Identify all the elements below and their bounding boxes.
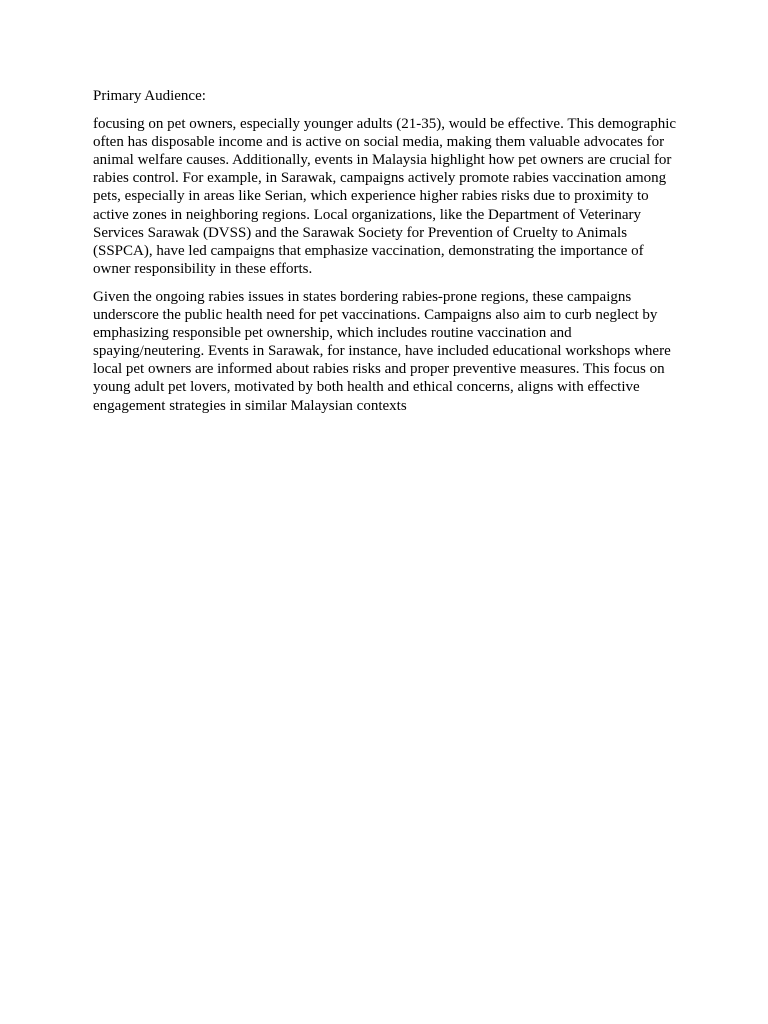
paragraph-2: Given the ongoing rabies issues in states bordering rabies-prone regions, these campaigns underscore the public health need for pet vaccinations. Campaigns also aim to curb neglect by emphasizing responsible pet ownership, which includes routine vaccination and spaying/neutering. Events in Sarawak, for instance, have included educational workshops where local pet owners are informed about rabies risks and proper preventive measures. This focus on young adult pet lovers, motivated by both health and ethical concerns, aligns with effective engagement strategies in similar Malaysian contexts xyxy=(93,288,671,414)
document-body xyxy=(93,87,678,425)
paragraph-1: focusing on pet owners, especially younger adults (21-35), would be effective. This demographic often has disposable income and is active on social media, making them valuable advocates for animal welfare causes. Additionally, events in Malaysia highlight how pet owners are crucial for rabies control. For example, in Sarawak, campaigns actively promote rabies vaccination among pets, especially in areas like Serian, which experience higher rabies risks due to proximity to active zones in neighboring regions. Local organizations, like the Department of Veterinary Services Sarawak (DVSS) and the Sarawak Society for Prevention of Cruelty to Animals (SSPCA), have led campaigns that emphasize vaccination, demonstrating the importance of owner responsibility in these efforts. xyxy=(93,116,677,277)
section-heading: Primary Audience: xyxy=(93,88,206,104)
